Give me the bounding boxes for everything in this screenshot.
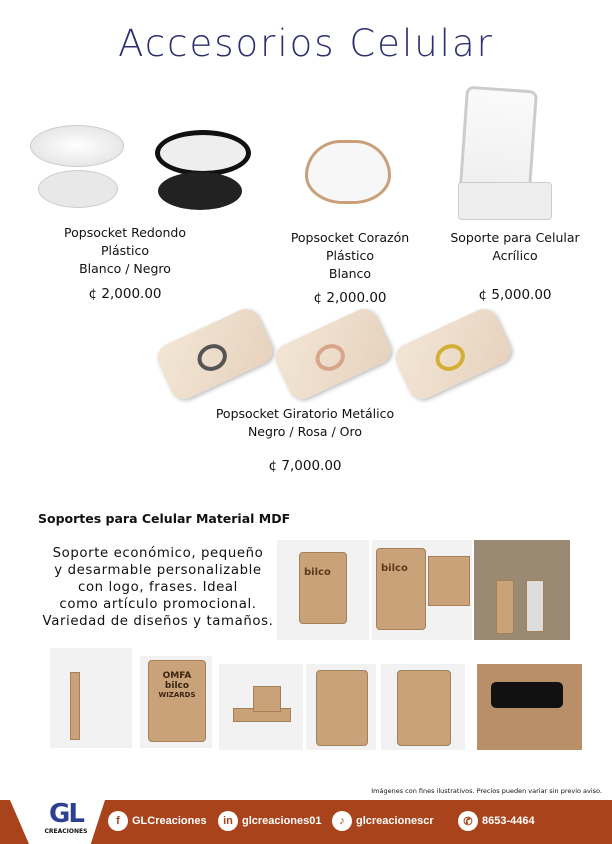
mdf-stand-engraved-image — [306, 664, 376, 750]
popsocket-white-image — [30, 125, 124, 167]
popsocket-black-base — [158, 172, 242, 210]
mdf-keychain-image — [474, 540, 570, 640]
mdf-phone-keychain-image — [477, 664, 582, 750]
gl-logo: GL CREACIONES — [44, 799, 88, 835]
linkedin-icon: in — [218, 811, 238, 831]
whatsapp-icon: ✆ — [458, 811, 478, 831]
whatsapp-link[interactable]: ✆ 8653-4464 — [458, 811, 535, 831]
linkedin-link[interactable]: in glcreaciones01 — [218, 811, 322, 831]
tiktok-icon: ♪ — [332, 811, 352, 831]
mdf-stand-round-image — [381, 664, 465, 750]
ring-phone-black-image — [153, 304, 277, 403]
facebook-link[interactable]: f GLCreaciones — [108, 811, 207, 831]
facebook-icon: f — [108, 811, 128, 831]
mdf-stand-folded-image — [219, 664, 303, 750]
mdf-stand-image-2: bilco — [372, 540, 472, 640]
tiktok-link[interactable]: ♪ glcreacionescr — [332, 811, 434, 831]
product-name-1: Popsocket Redondo Plástico Blanco / Negro — [64, 225, 186, 276]
mdf-stand-omfa-image: OMFA bilco WIZARDS — [140, 656, 212, 748]
popsocket-heart-image — [305, 140, 391, 204]
popsocket-black-image — [155, 130, 251, 176]
page-title: Accesorios Celular — [118, 22, 494, 65]
product-price-3: ¢ 5,000.00 — [478, 287, 552, 303]
mdf-stand-image-1: bilco — [277, 540, 369, 640]
product-price-2: ¢ 2,000.00 — [313, 290, 387, 306]
mdf-stand-side-image — [50, 648, 132, 748]
acrylic-stand-base — [458, 182, 552, 220]
popsocket-white-base — [38, 170, 118, 208]
product-price-4: ¢ 7,000.00 — [268, 458, 342, 474]
product-name-2: Popsocket Corazón Plástico Blanco — [290, 230, 410, 281]
product-name-4: Popsocket Giratorio Metálico Negro / Rosa / Oro — [215, 406, 395, 439]
disclaimer: Imágenes con fines ilustrativos. Precios pueden variar sin previo aviso. — [371, 787, 602, 795]
mdf-description: Soporte económico, pequeño y desarmable personalizable con logo, frases. Ideal como artículo promocional. Variedad de diseños y tamaños. — [42, 546, 274, 629]
ring-phone-rose-image — [271, 304, 395, 403]
mdf-heading: Soportes para Celular Material MDF — [38, 511, 291, 526]
ring-phone-gold-image — [391, 304, 515, 403]
product-price-1: ¢ 2,000.00 — [88, 286, 162, 302]
product-name-3: Soporte para Celular Acrílico — [450, 230, 580, 263]
